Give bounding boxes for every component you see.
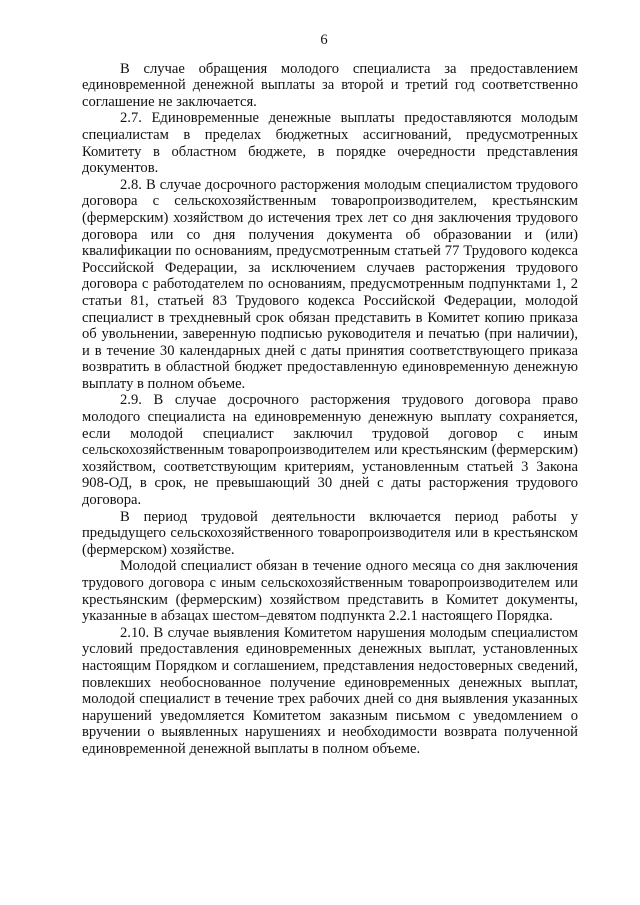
page-number: 6 <box>320 32 328 48</box>
paragraph-2-10: 2.10. В случае выявления Комитетом нарушения молодым специалистом условий предоставления единовременных денежных выплат, установленных настоящим Порядком и соглашением, представления недостоверных сведений, повлекших необоснованное получение единовременных денежных выплат, молодой специалист в течение трех рабочих дней со дня выявления указанных нарушений уведомляется Комитетом заказным письмом с уведомлением о вручении о выявленных нарушениях и необходимости возврата полученной единовременной денежной выплаты в полном объеме. <box>82 624 578 757</box>
paragraph-2-8: 2.8. В случае досрочного расторжения молодым специалистом трудового договора с сельскохозяйственным товаропроизводителем, крестьянским (фермерским) хозяйством до истечения трех лет со дня заключения трудового договора или со дня получения документа об образовании и (или) квалификации по основаниям, предусмотренным статьей 77 Трудового кодекса Российской Федерации, за исключением случаев расторжения трудового договора с работодателем по основаниям, предусмотренным подпунктами 1, 2 статьи 81, статьей 83 Трудового кодекса Российской Федерации, молодой специалист в трехдневный срок обязан представить в Комитет копию приказа об увольнении, заверенную подписью руководителя и печатью (при наличии), и в течение 30 календарных дней с даты принятия соответствующего приказа возвратить в областной бюджет предоставленную единовременную денежную выплату в полном объеме. <box>82 176 578 392</box>
paragraph-intro: В случае обращения молодого специалиста за предоставлением единовременной денежной выплаты за второй и третий год соответственно соглашение не заключается. <box>82 60 578 110</box>
paragraph-2-7: 2.7. Единовременные денежные выплаты предоставляются молодым специалистам в пределах бюджетных ассигнований, предусмотренных Комитету в областном бюджете, в порядке очередности представления документов. <box>82 110 578 177</box>
document-page <box>82 32 578 758</box>
paragraph-obligation: Молодой специалист обязан в течение одного месяца со дня заключения трудового договора с иным сельскохозяйственным товаропроизводителем или крестьянским (фермерским) хозяйством представить в Комитет документы, указанные в абзацах шестом–девятом подпункта 2.2.1 настоящего Порядка. <box>82 558 578 625</box>
paragraph-2-9: 2.9. В случае досрочного расторжения трудового договора право молодого специалиста на единовременную денежную выплату сохраняется, если молодой специалист заключил трудовой договор с иным сельскохозяйственным товаропроизводителем или крестьянским (фермерским) хозяйством, соответствующим критериям, установленным статьей 3 Закона 908-ОД, в срок, не превышающий 30 дней с даты расторжения трудового договора. <box>82 392 578 509</box>
paragraph-work-period: В период трудовой деятельности включается период работы у предыдущего сельскохозяйственного товаропроизводителя или в крестьянском (фермерском) хозяйстве. <box>82 508 578 558</box>
